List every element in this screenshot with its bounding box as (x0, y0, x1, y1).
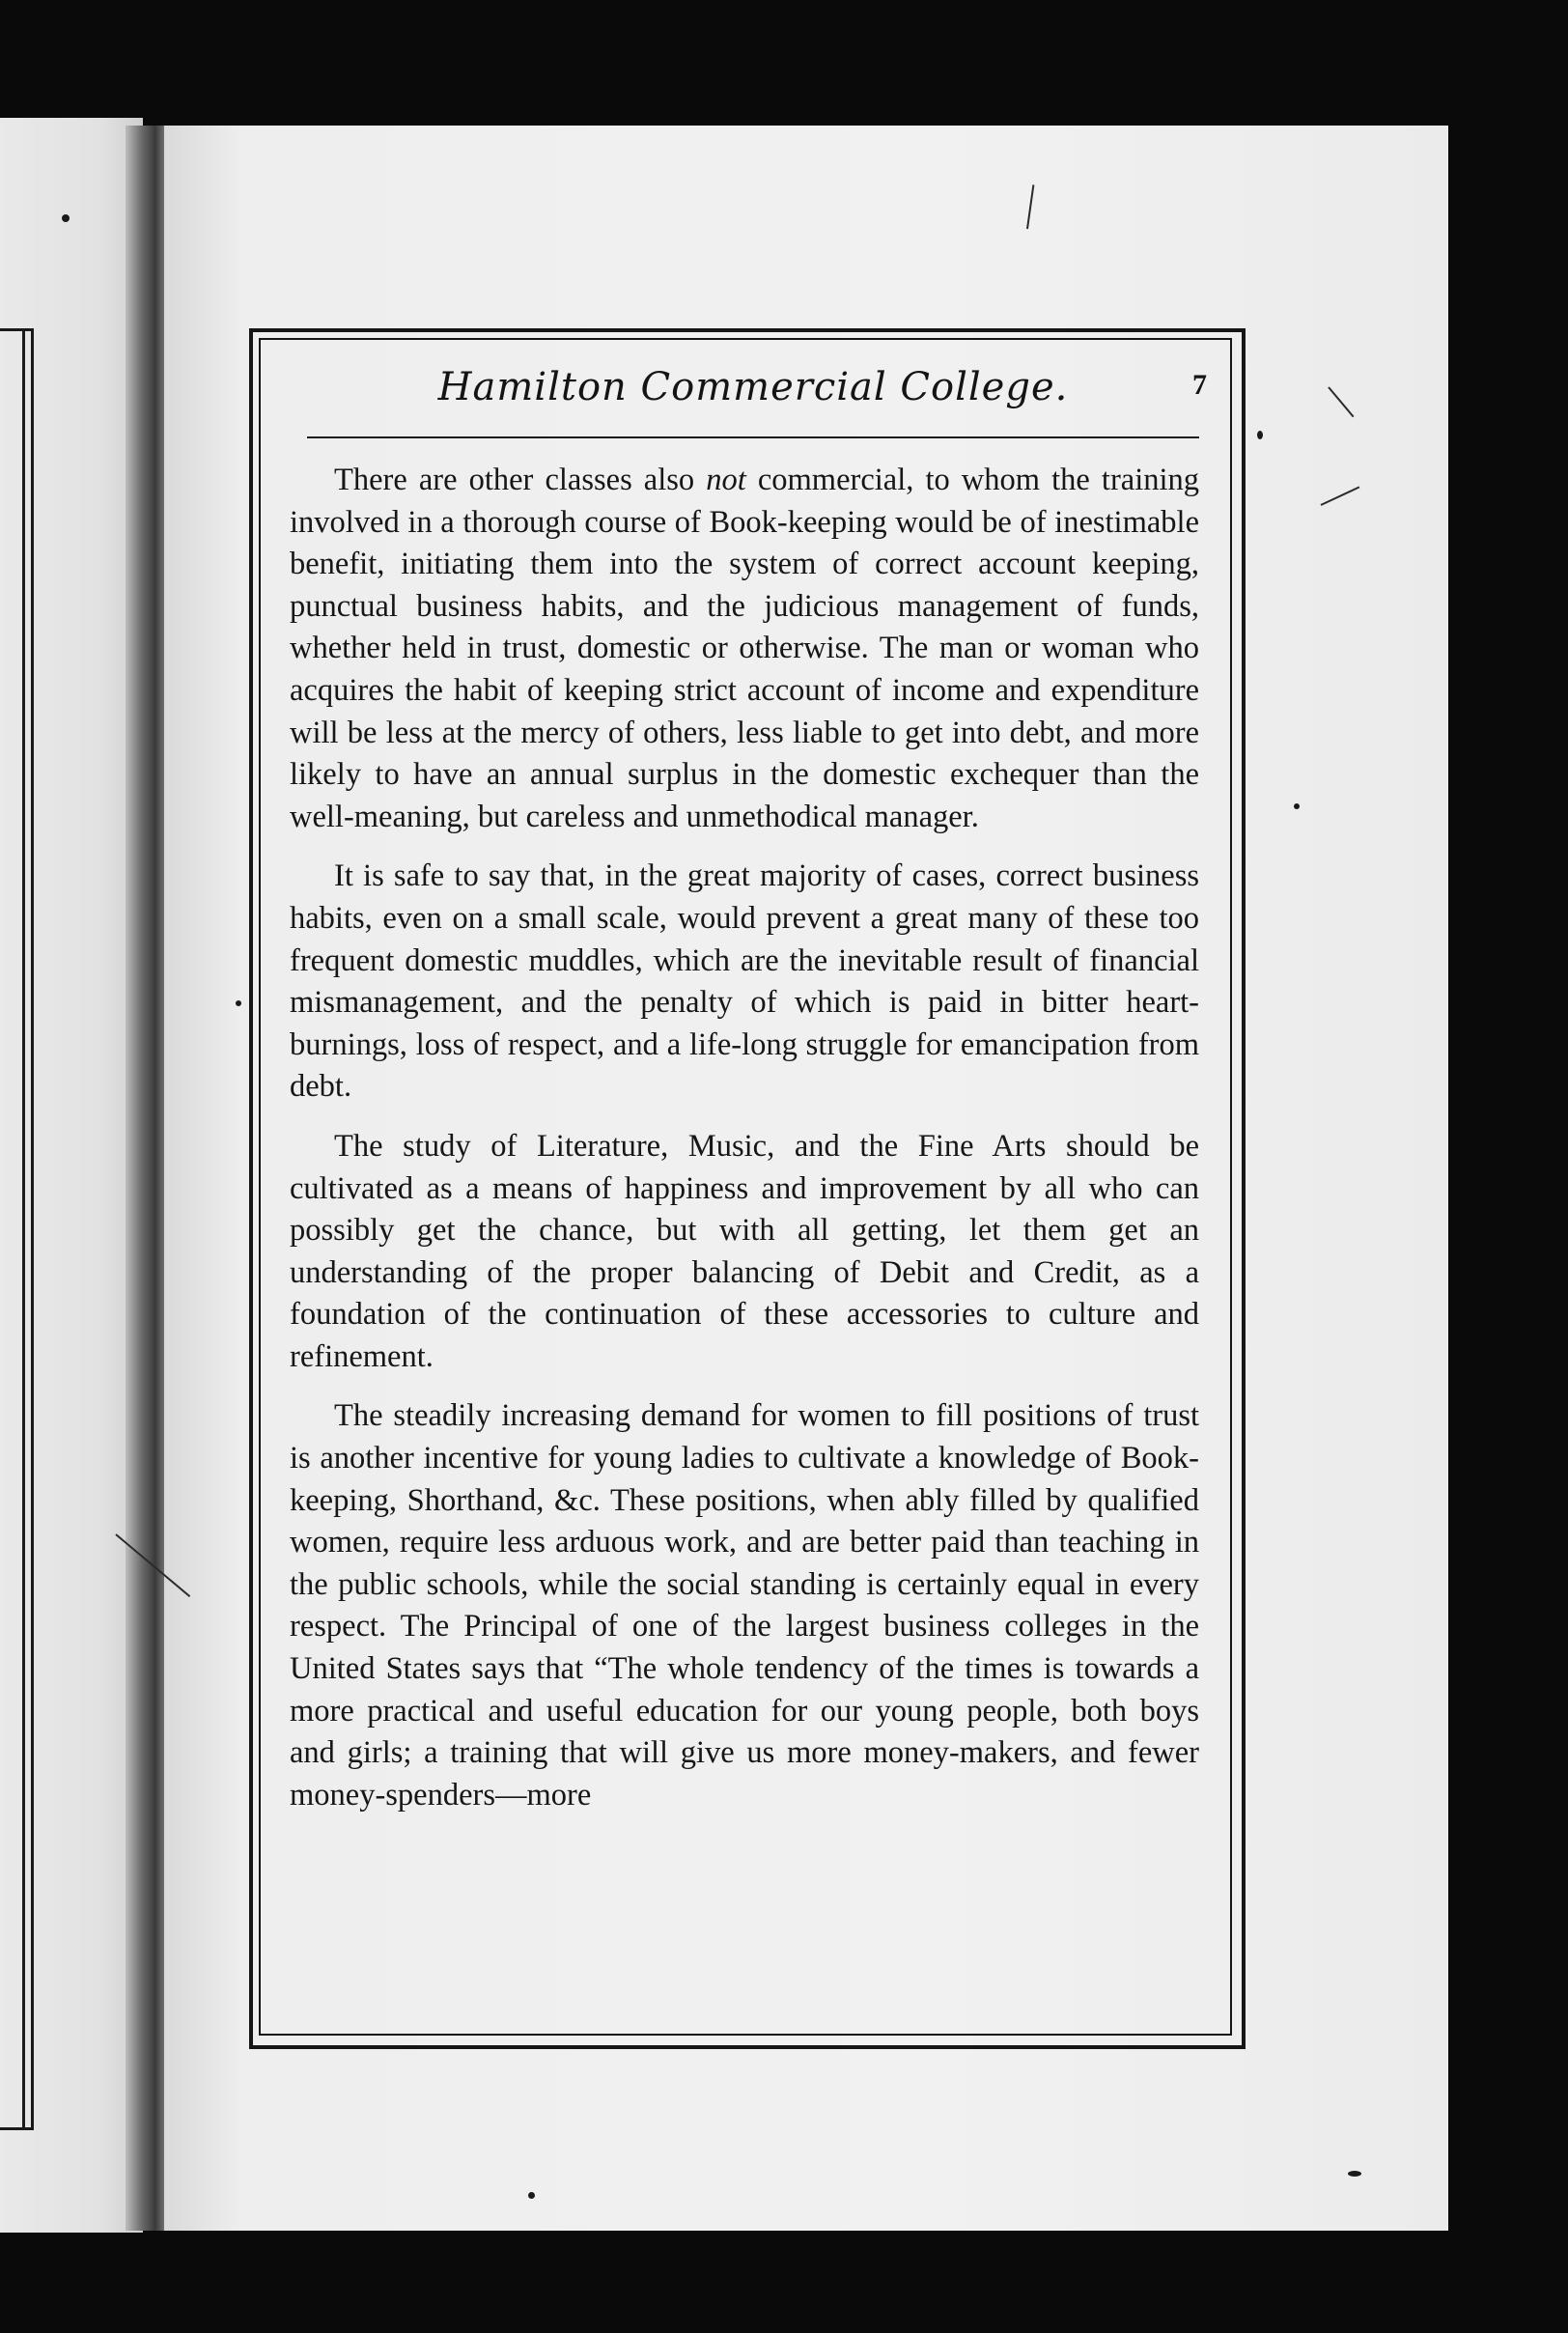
running-head (309, 365, 1207, 423)
dust-speck (62, 214, 70, 222)
emphasized-word: not (706, 463, 746, 497)
paragraph: The study of Literature, Music, and the Fine Arts should be cultivated as a means of happiness and improvement by all who can possibly get the chance, but with all getting, let them get an understanding of the proper balancing of Debit and Credit, as a foundation of the continuation of these accessories to culture and refinement. (290, 1128, 1199, 1374)
page-title: Hamilton Commercial College. (437, 365, 1069, 409)
paragraph-text: There are other classes also (334, 463, 707, 497)
header-rule (307, 436, 1199, 438)
page-number: 7 (1192, 369, 1207, 401)
facing-page-frame (0, 328, 34, 2130)
body-text (290, 460, 1199, 1816)
dust-speck (1294, 803, 1300, 809)
dust-speck (1348, 2171, 1361, 2177)
dust-speck (236, 1000, 241, 1006)
paragraph-text: commercial, to whom the training involved in a thorough course of Book-keeping would be of inestimable benefit, initiating them into the system of correct account keeping, punctual business habits, and the judicious management of funds, whether held in trust, domestic or otherwise. The man or woman who acquires the habit of keeping strict account of income and expenditure will be less at the mercy of others, less liable to get into debt, and more likely to have an annual surplus in the domestic exchequer than the well-meaning, but careless and unmethodical manager. (290, 463, 1200, 834)
dust-speck (528, 2192, 535, 2199)
paragraph (290, 460, 1199, 838)
dust-speck (1257, 431, 1263, 439)
facing-page-edge (0, 118, 143, 2233)
paragraph: It is safe to say that, in the great majority of cases, correct business habits, even on a small scale, would prevent a great many of these too frequent domestic muddles, which are the inevitable result of financial mismanagement, and the penalty of which is paid in bitter heart-burnings, loss of respect, and a life-long struggle for emancipation from debt. (290, 858, 1199, 1105)
paragraph: The steadily increasing demand for women to fill positions of trust is another incentive for young ladies to cultivate a knowledge of Book-keeping, Shorthand, &c. These positions, when ably filled by qualified women, require less arduous work, and are better paid than teaching in the public schools, while the social standing is certainly equal in every respect. The Principal of one of the largest business colleges in the United States says that “The whole tendency of the times is towards a more practical and useful education for our young people, both boys and girls; a training that will give us more money-makers, and fewer money-spenders—more (290, 1398, 1199, 1813)
